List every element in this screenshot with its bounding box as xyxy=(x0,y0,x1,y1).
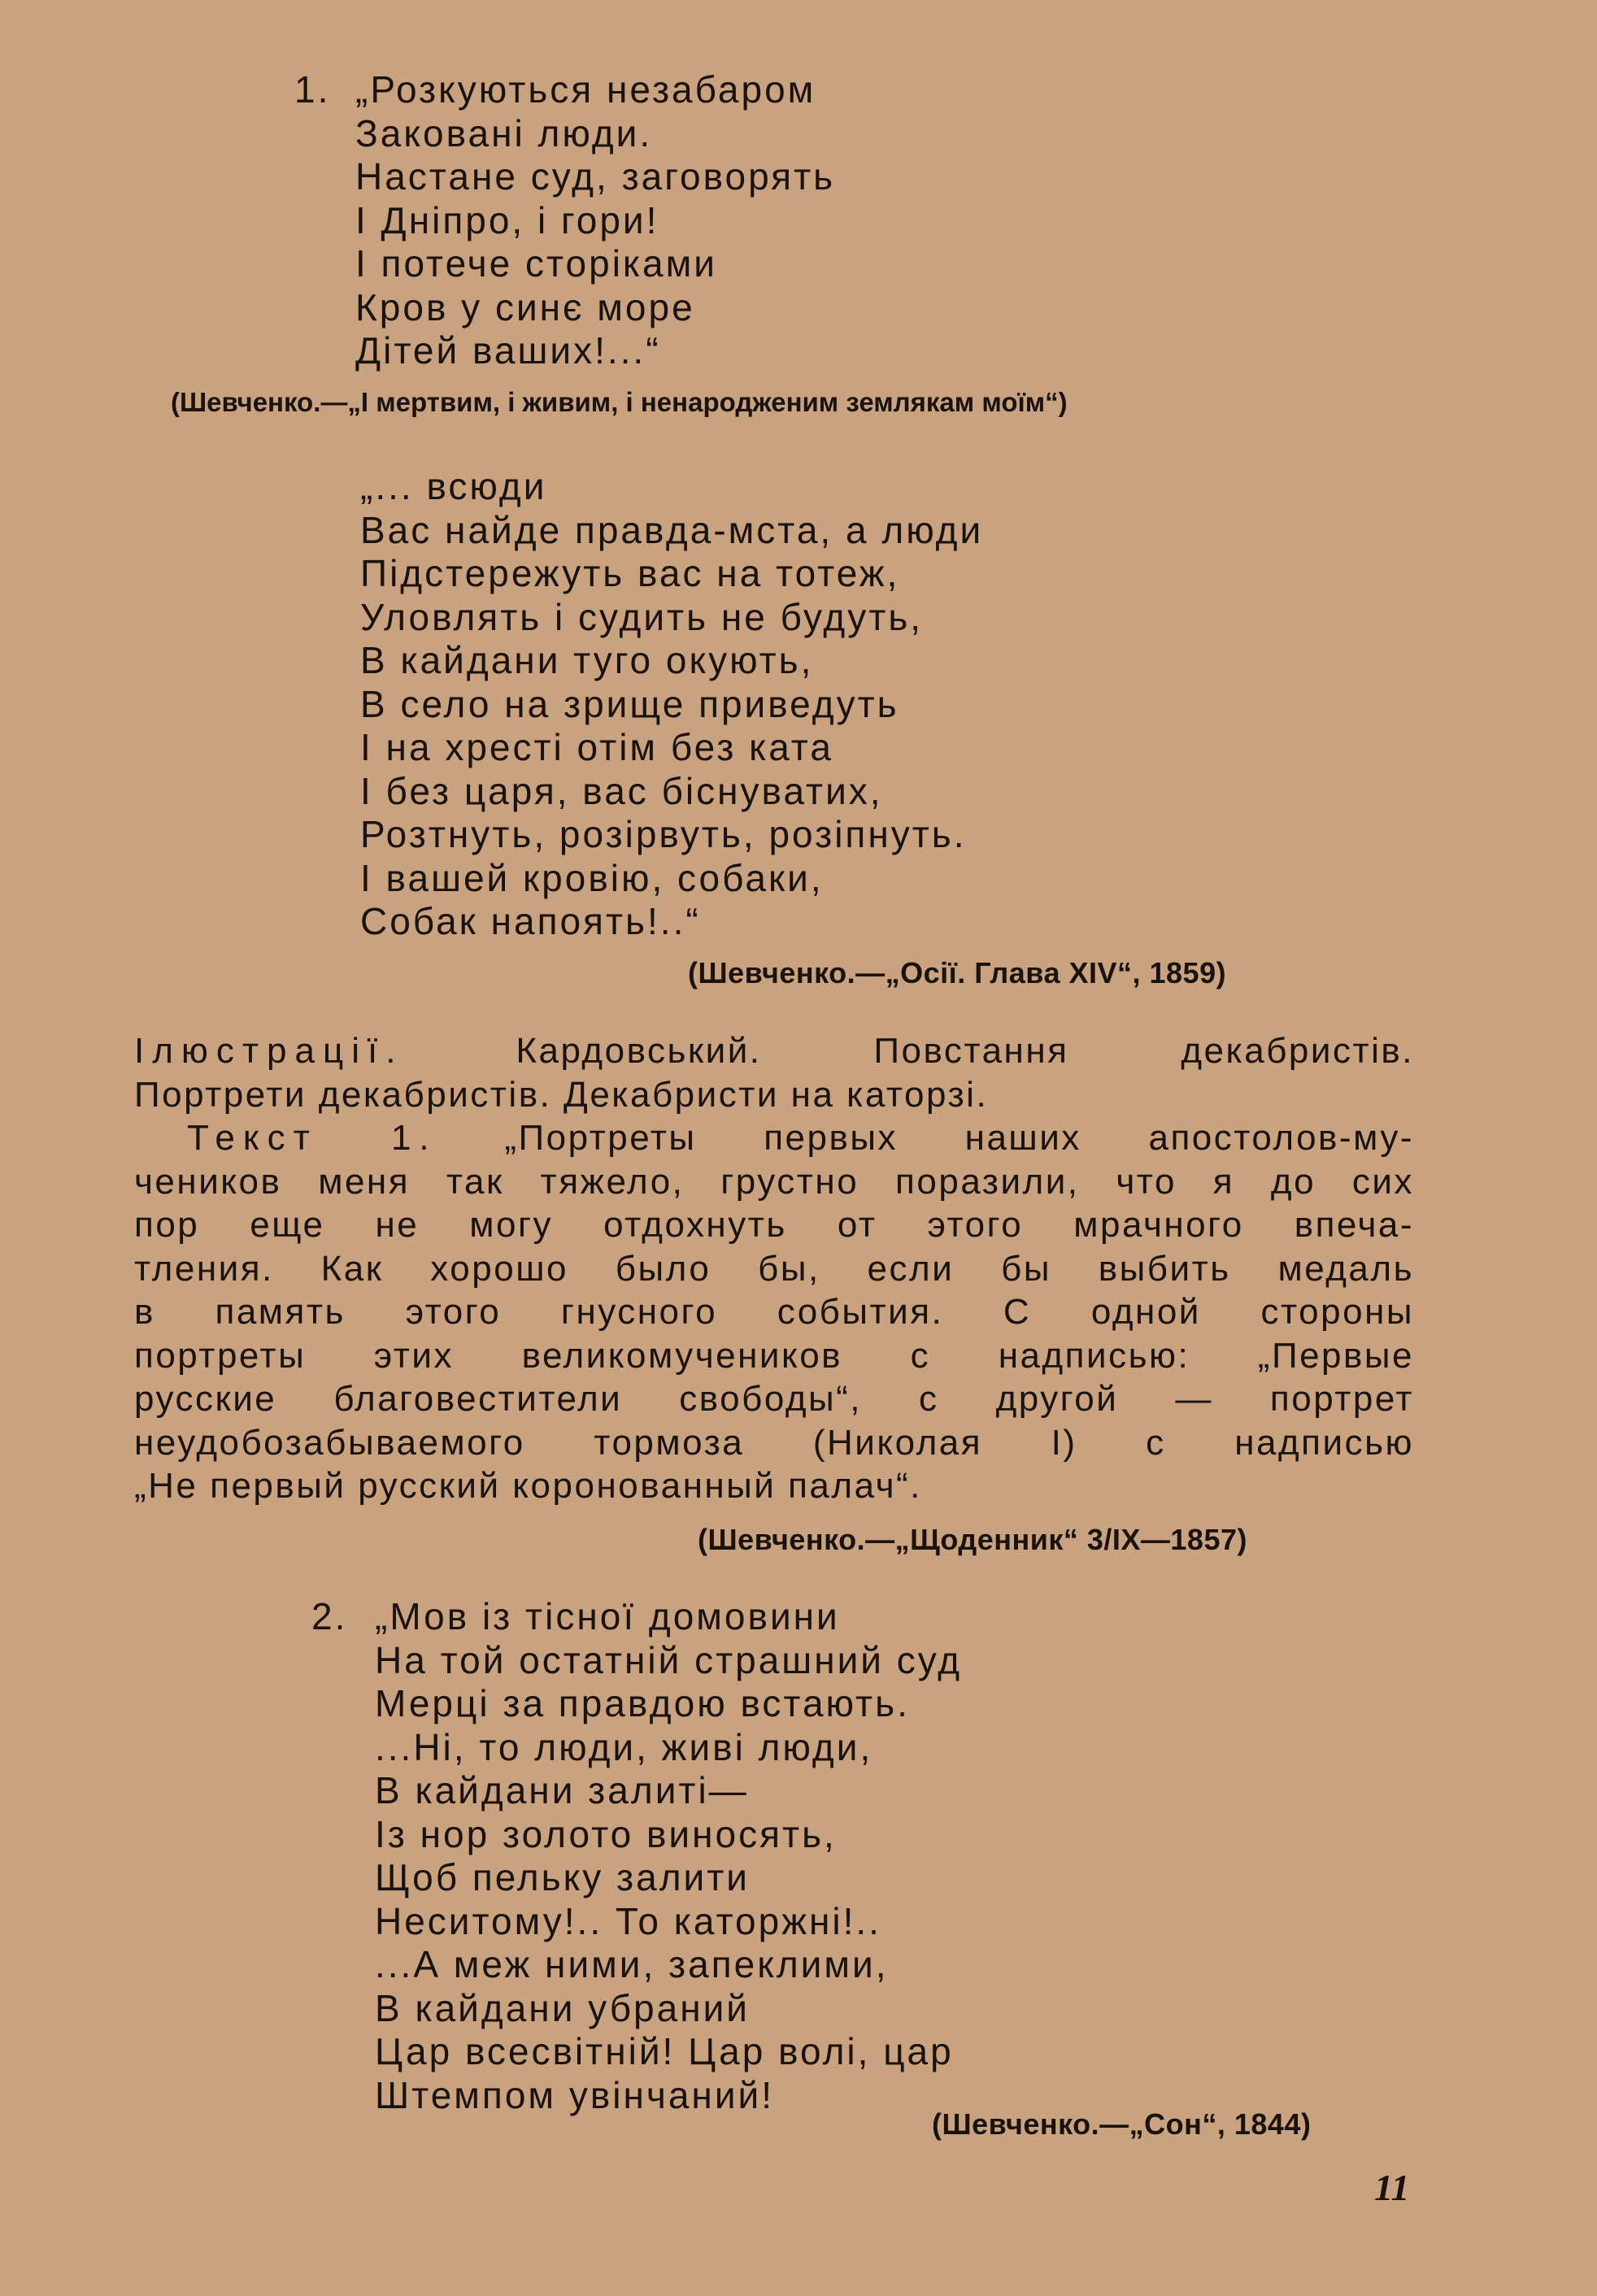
poem-line: І вашей кровію, собаки, xyxy=(360,856,824,899)
text-line: тления. Как хорошо было бы, если бы выбить медаль xyxy=(134,1248,1414,1289)
poem-line: І на хресті отім без ката xyxy=(360,726,833,768)
illustrations-line: Портрети декабристів. Декабристи на каторзі. xyxy=(134,1074,989,1115)
poem-line: В кайдани туго окують, xyxy=(360,639,814,681)
poem-line: Собак напоять!..“ xyxy=(360,900,701,942)
text-line: в память этого гнусного события. С одной стороны xyxy=(134,1292,1414,1332)
poem-line: Цар всесвітній! Цар волі, цар xyxy=(375,2030,954,2072)
citation: (Шевченко.—„І мертвим, і живим, і ненародженим землякам моїм“) xyxy=(171,387,1068,417)
poem-line: На той остатній страшний суд xyxy=(375,1638,963,1681)
poem-line: В село на зрище приведуть xyxy=(360,682,899,725)
poem-line: Кров у синє море xyxy=(355,285,695,328)
text-line: пор еще не могу отдохнуть от этого мрачного впеча- xyxy=(134,1205,1414,1245)
prose-block xyxy=(134,1029,1414,1508)
citation: (Шевченко.—„Щоденник“ 3/IX—1857) xyxy=(698,1523,1247,1556)
poem-line: Вас найде правда-мста, а люди xyxy=(360,508,984,551)
poem-2 xyxy=(360,465,983,944)
poem-line: „... всюди xyxy=(360,465,547,507)
poem-line: І потече сторіками xyxy=(355,242,717,285)
poem-line: „Розкуються незабаром xyxy=(355,68,816,111)
poem-line: І Дніпро, і гори! xyxy=(355,198,659,241)
citation: (Шевченко.—„Сон“, 1844) xyxy=(932,2107,1312,2141)
poem-line: І без царя, вас біснуватих, xyxy=(360,769,883,812)
poem-line: Підстережуть вас на тотеж, xyxy=(360,552,900,594)
poem-line: Розтнуть, розірвуть, розіпнуть. xyxy=(360,813,967,855)
page-number: 11 xyxy=(1374,2167,1410,2208)
citation: (Шевченко.—„Осії. Глава XIV“, 1859) xyxy=(688,956,1227,989)
text-line: портреты этих великомучеников с надписью: „Первые xyxy=(134,1335,1414,1376)
poem-line: „Мов із тісної домовини xyxy=(375,1595,840,1637)
text-line: Текст 1. „Портреты первых наших апостолов-му- xyxy=(187,1118,1414,1158)
poem-line: Заковані люди. xyxy=(355,111,653,154)
poem-line: Дітей ваших!...“ xyxy=(355,329,661,372)
text-line: „Не первый русский коронованный палач“. xyxy=(134,1466,922,1506)
illustrations-heading: Ілюстрації. xyxy=(134,1031,404,1071)
poem-line: Із нор золото виносять, xyxy=(375,1812,837,1855)
poem-line: Неситому!.. То каторжні!.. xyxy=(375,1899,881,1942)
poem-line: В кайдани убраний xyxy=(375,1986,751,2029)
poem-line: Щоб пельку залити xyxy=(375,1856,751,1898)
poem-line: Настане суд, заговорять xyxy=(355,155,836,198)
poem-line: В кайдани залиті— xyxy=(375,1769,749,1811)
poem-line: ...А меж ними, запеклими, xyxy=(375,1943,889,1985)
poem-1 xyxy=(294,68,836,373)
text-heading: Текст 1. xyxy=(187,1118,437,1158)
poem-line: Штемпом увінчаний! xyxy=(375,2073,774,2116)
poem-line: Мерці за правдою встають. xyxy=(375,1682,910,1724)
illustrations-line: Ілюстрації. Кардовський. Повстання декабристів. xyxy=(134,1031,1414,1071)
poem-3 xyxy=(311,1595,963,2117)
poem-line: Уловлять і судить не будуть, xyxy=(360,595,924,638)
text-line: неудобозабываемого тормоза (Николая I) с надписью xyxy=(134,1422,1414,1463)
poem-line: ...Ні, то люди, живі люди, xyxy=(375,1725,873,1768)
poem-number: 1. xyxy=(294,68,331,111)
text-line: русские благовестители свободы“, с другой — портрет xyxy=(134,1379,1414,1419)
poem-number: 2. xyxy=(311,1595,348,1637)
text-line: чеников меня так тяжело, грустно поразили, что я до сих xyxy=(134,1161,1414,1202)
